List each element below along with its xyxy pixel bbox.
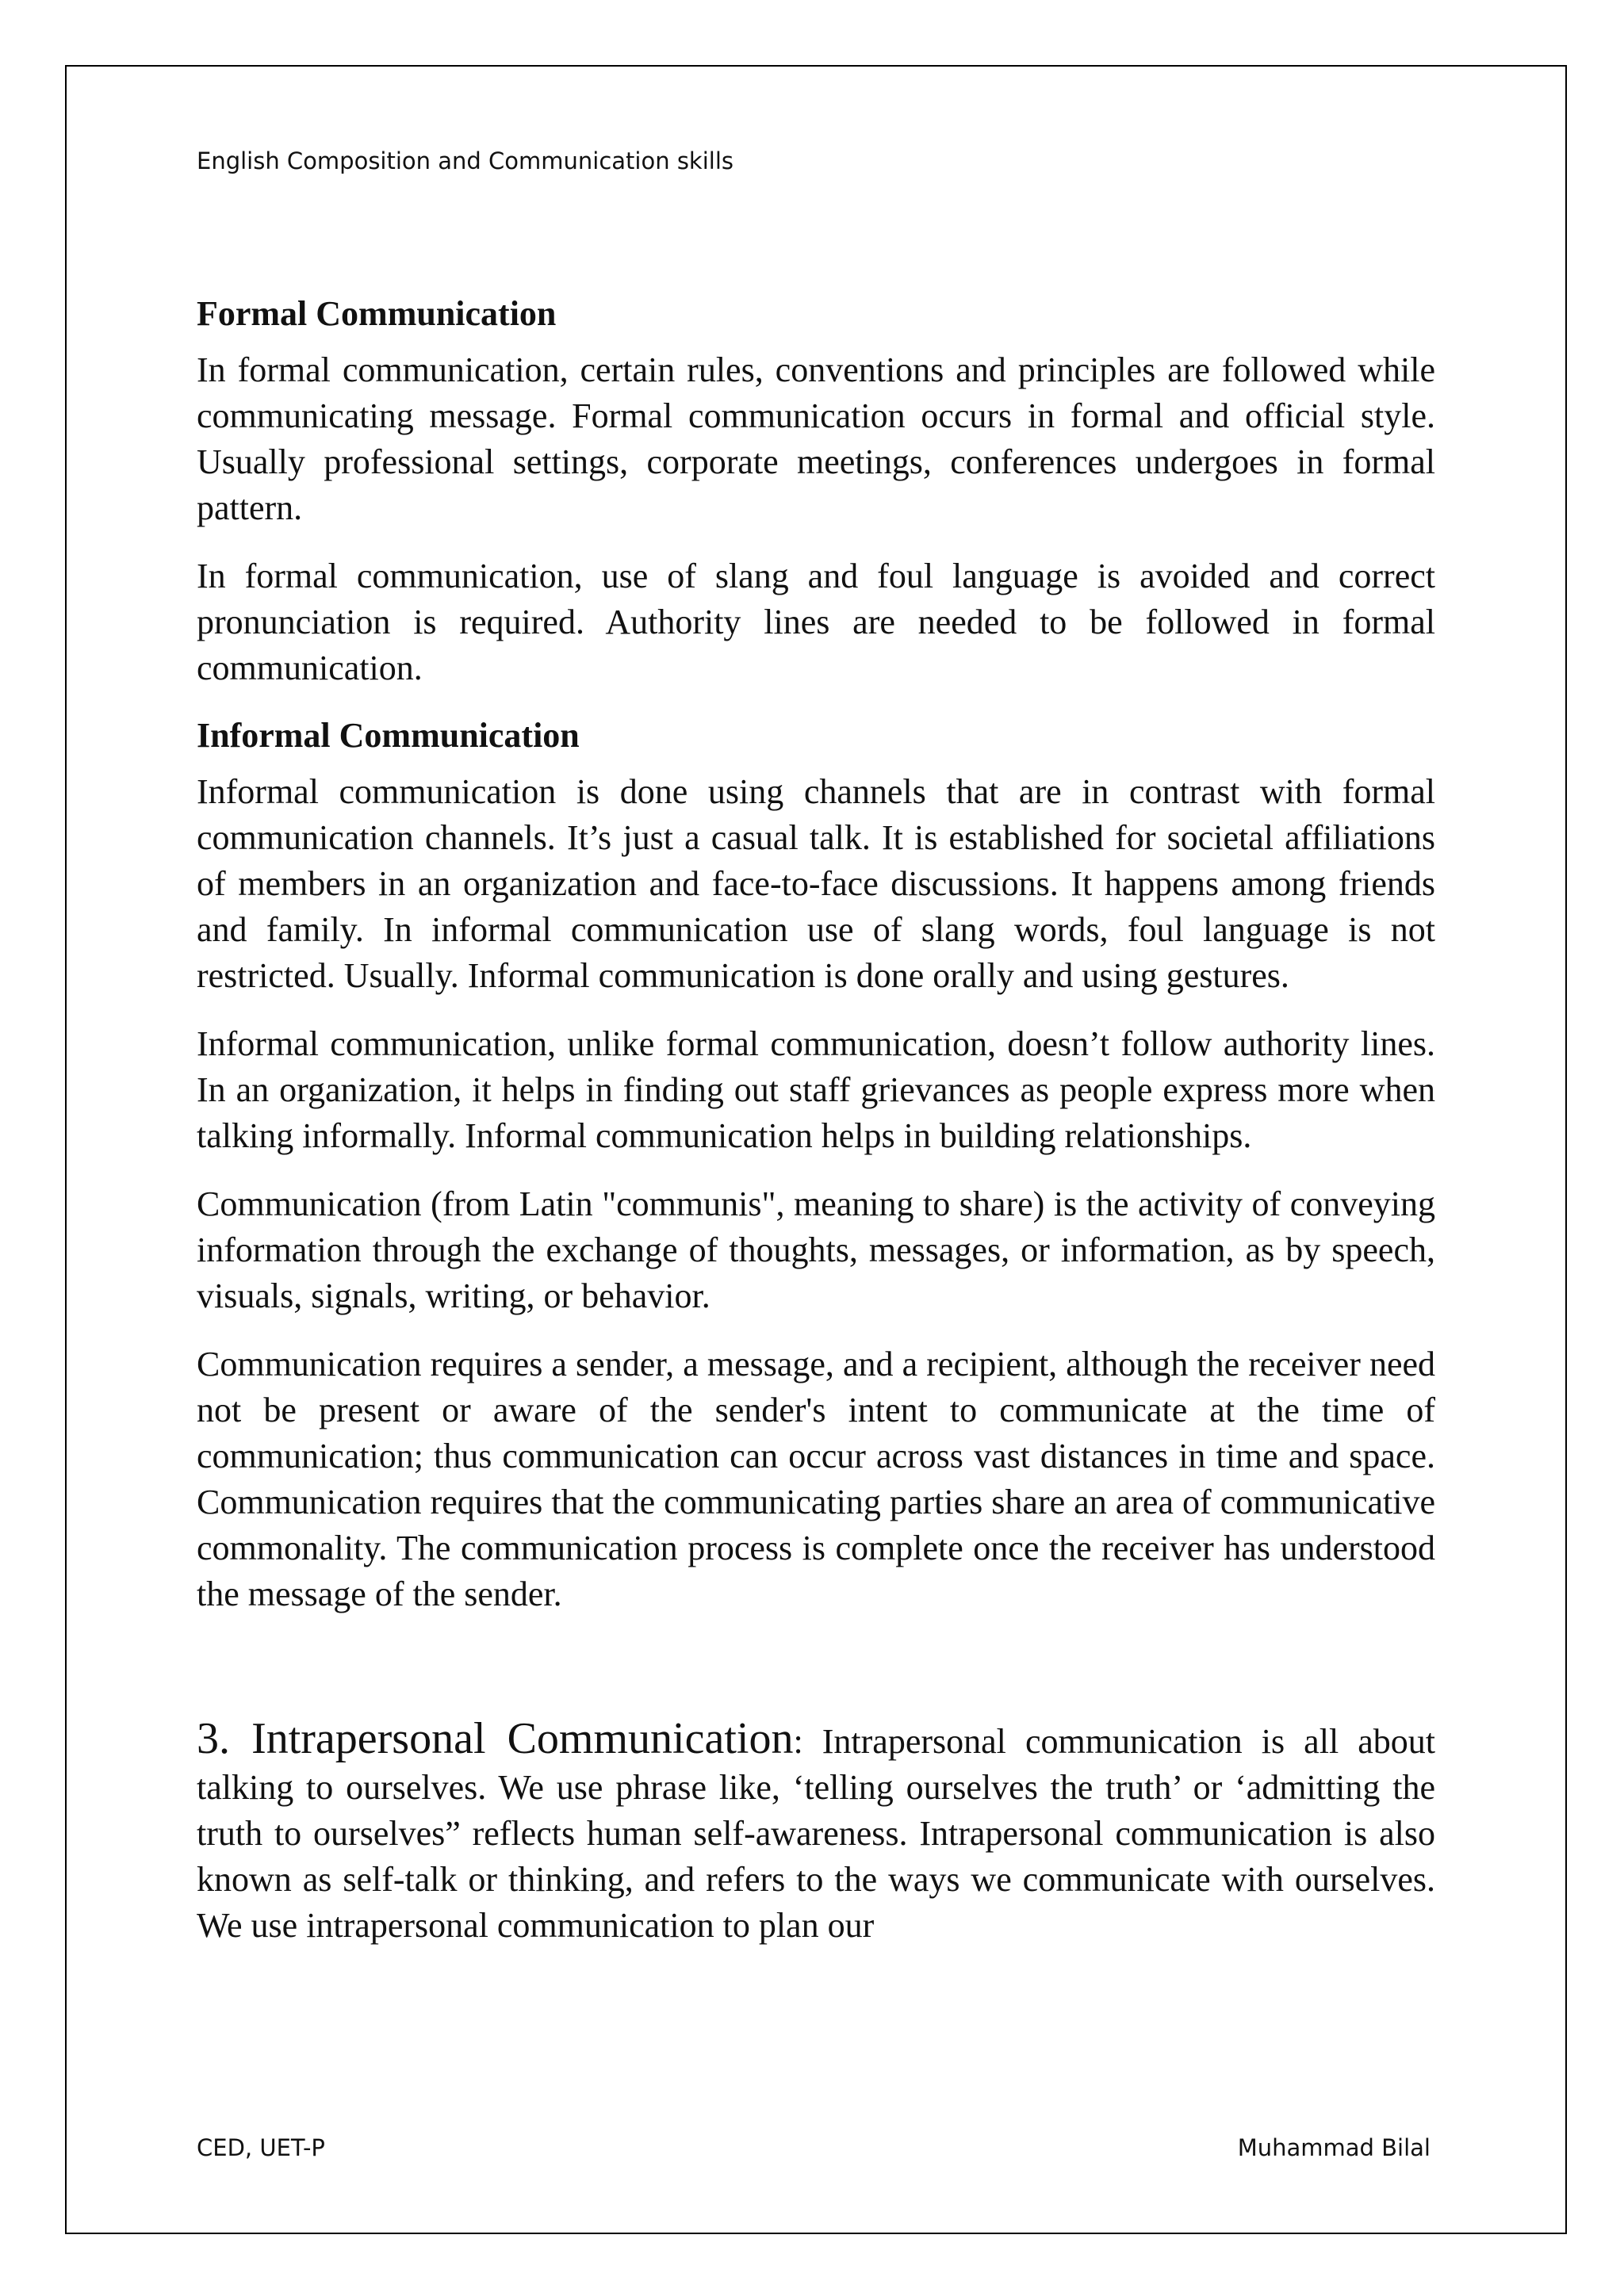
informal-heading: Informal Communication — [197, 716, 580, 755]
formal-paragraph-1: In formal communication, certain rules, conventions and principles are followed while communicating message. Formal communication occurs in formal and official style. Usually professional settings, corporate meetings, conferences undergoes in formal pattern. — [197, 350, 1435, 527]
communication-requirements: Communication requires a sender, a message, and a recipient, although the receiver need not be present or aware of the sender's intent to communicate at the time of communication; thus communication can occur across vast distances in time and space. Communication requires that the communicating parties share an area of communicative commonality. The communication process is complete once the receiver has understood the message of the sender. — [197, 1345, 1435, 1613]
formal-heading: Formal Communication — [197, 294, 557, 333]
intrapersonal-title: 3. Intrapersonal Communication — [197, 1714, 794, 1763]
informal-paragraph-1: Informal communication is done using channels that are in contrast with formal communication channels. It’s just a casual talk. It is established for societal affiliations of members in an organization and face-to-face discussions. It happens among friends and family. In informal communication use of slang words, foul language is not restricted. Usually. Informal communication is done orally and using gestures. — [197, 772, 1435, 995]
footer-left: CED, UET-P — [197, 2134, 325, 2161]
intrapersonal-paragraph — [197, 1716, 1435, 1949]
formal-paragraph-2: In formal communication, use of slang and foul language is avoided and correct pronunciation is required. Authority lines are needed to be followed in formal communication. — [197, 557, 1435, 687]
document-body — [197, 292, 1435, 1971]
section-spacer — [197, 1640, 1435, 1716]
intrapersonal-colon: : — [793, 1722, 803, 1761]
page-header: English Composition and Communication skills — [197, 147, 734, 174]
informal-paragraph-2: Informal communication, unlike formal communication, doesn’t follow authority lines. In an organization, it helps in finding out staff grievances as people express more when talking informally. Informal communication helps in building relationships. — [197, 1024, 1435, 1155]
intrapersonal-text: Intrapersonal communication is all about talking to ourselves. We use phrase like, ‘telling ourselves the truth’ or ‘admitting the truth to ourselves” reflects human self-awareness. Intrapersonal communication is also known as self-talk or thinking, and refers to the ways we communicate with ourselves. We use intrapersonal communication to plan our — [197, 1722, 1435, 1945]
communication-definition: Communication (from Latin "communis", meaning to share) is the activity of conveying information through the exchange of thoughts, messages, or information, as by speech, visuals, signals, writing, or behavior. — [197, 1184, 1435, 1315]
footer-right: Muhammad Bilal — [1237, 2134, 1431, 2161]
